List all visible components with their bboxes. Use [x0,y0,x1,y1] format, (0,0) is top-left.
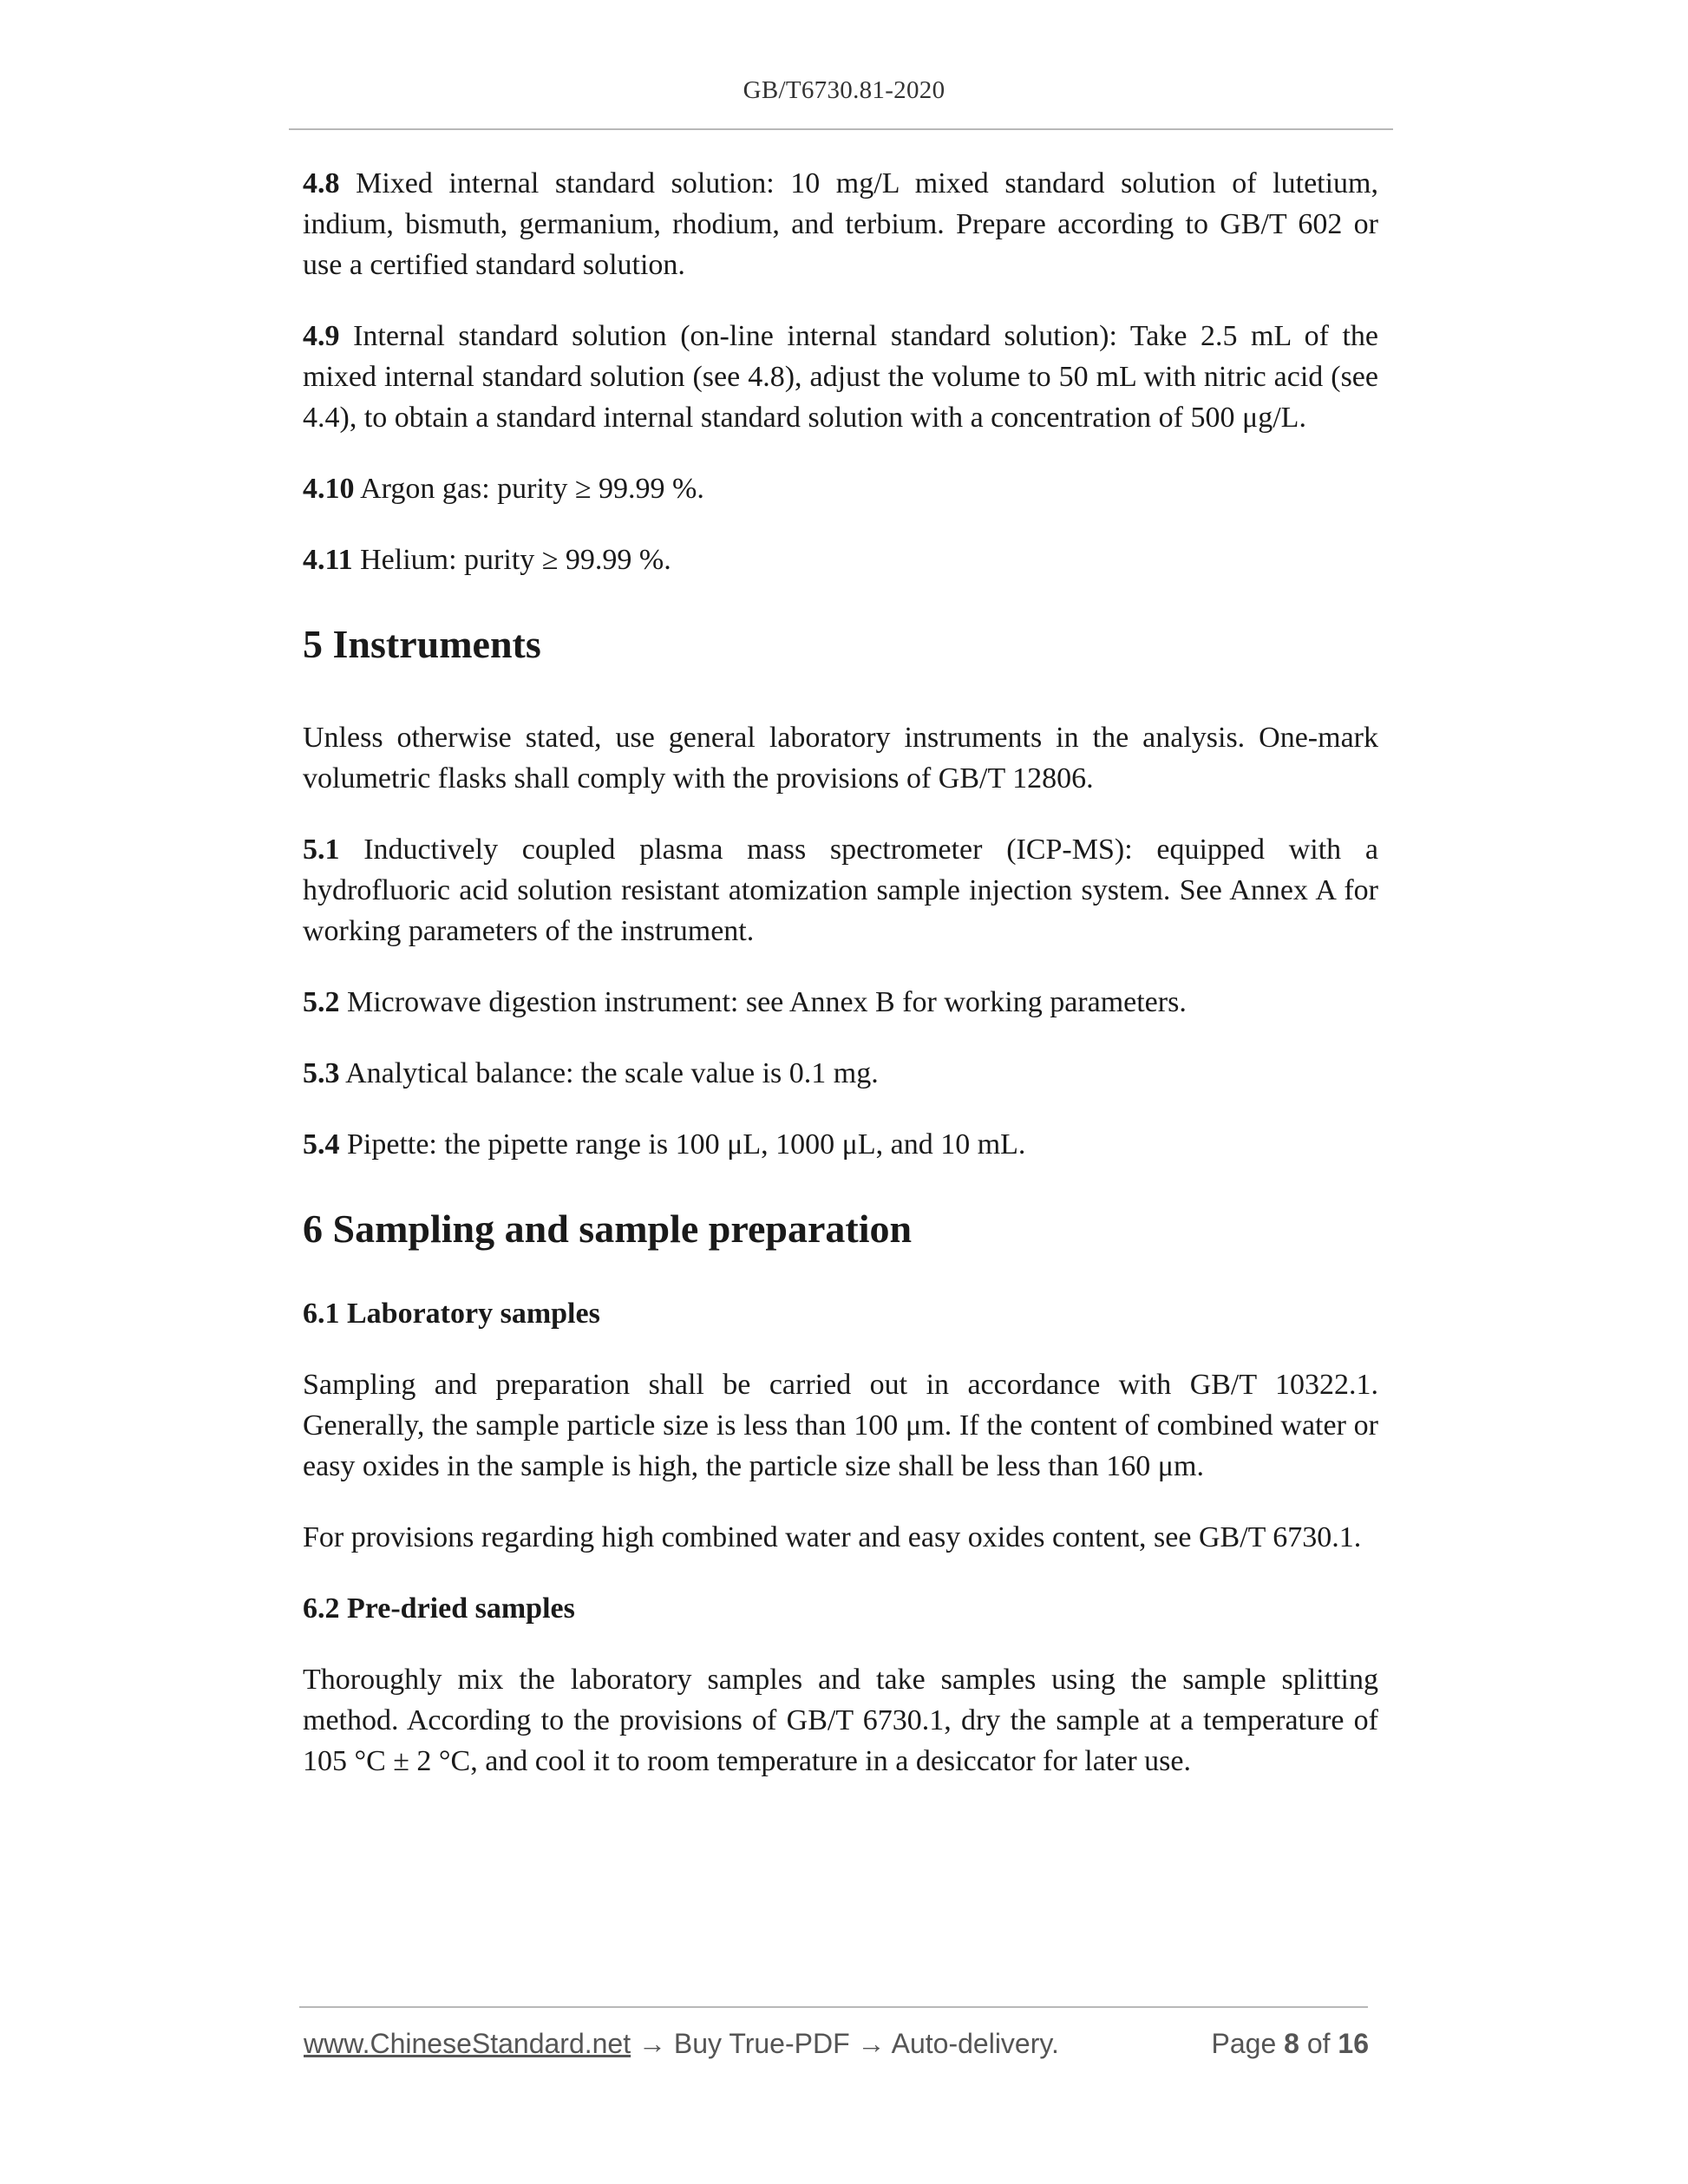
clause-4-10 [303,468,1378,509]
clause-number: 4.10 [303,473,355,505]
clause-5-2 [303,982,1378,1023]
paragraph-6-1-a: Sampling and preparation shall be carried out in accordance with GB/T 10322.1. Generally, the sample particle size is less than 100 μm. If the content of combined water or easy oxides in the sample is high, the particle size shall be less than 160 μm. [303,1369,1378,1482]
clause-number: 5.2 [303,986,340,1018]
paragraph-6-2: Thoroughly mix the laboratory samples and take samples using the sample splitting method. According to the provisions of GB/T 6730.1, dry the sample at a temperature of 105 °C ± 2 °C, and cool it to room temperature in a desiccator for later use. [303,1664,1378,1777]
clause-number: 4.8 [303,167,340,199]
total-page-count: 16 [1338,2028,1369,2059]
page-body [303,163,1378,1782]
clause-text: Pipette: the pipette range is 100 μL, 1000 μL, and 10 mL. [339,1128,1026,1161]
clause-number: 5.1 [303,834,340,866]
clause-text: Analytical balance: the scale value is 0.1 mg. [339,1057,879,1089]
clause-4-9 [303,316,1378,438]
section-6-heading: 6 Sampling and sample preparation [303,1206,913,1251]
website-link[interactable]: www.ChineseStandard.net [304,2028,631,2059]
of-label: of [1299,2028,1338,2059]
clause-number: 4.11 [303,544,353,576]
clause-number: 5.3 [303,1057,340,1089]
clause-text: Helium: purity ≥ 99.99 %. [352,544,671,576]
clause-4-8 [303,163,1378,285]
clause-text: Microwave digestion instrument: see Annex B for working parameters. [339,986,1187,1018]
subsection-6-2-heading: 6.2 Pre-dried samples [303,1592,575,1625]
footer-tagline: → Buy True-PDF → Auto-delivery. [631,2028,1059,2059]
paragraph-6-1-b: For provisions regarding high combined water and easy oxides content, see GB/T 6730.1. [303,1521,1362,1553]
current-page-number: 8 [1284,2028,1299,2059]
page-label: Page [1211,2028,1285,2059]
clause-text: Mixed internal standard solution: 10 mg/L mixed standard solution of lutetium, indium, bismuth, germanium, rhodium, and terbium. Prepare according to GB/T 602 or use a certified standard solution. [303,167,1378,281]
clause-4-11 [303,539,1378,580]
subsection-6-1-heading: 6.1 Laboratory samples [303,1298,600,1330]
header-divider [289,128,1393,130]
section-5-intro: Unless otherwise stated, use general laboratory instruments in the analysis. One-mark volumetric flasks shall comply with the provisions of GB/T 12806. [303,722,1378,794]
section-5-heading: 5 Instruments [303,622,541,666]
clause-5-1 [303,829,1378,951]
footer-divider [299,2006,1368,2008]
clause-number: 5.4 [303,1128,340,1161]
footer-promo [304,2028,1059,2060]
clause-5-4 [303,1124,1378,1165]
clause-text: Internal standard solution (on-line internal standard solution): Take 2.5 mL of the mixed internal standard solution (see 4.8), adjust the volume to 50 mL with nitric acid (see 4.4), to obtain a standard internal standard solution with a concentration of 500 μg/L. [303,320,1378,434]
document-code-header: GB/T6730.81-2020 [743,76,945,104]
clause-text: Inductively coupled plasma mass spectrometer (ICP-MS): equipped with a hydrofluoric acid solution resistant atomization sample injection system. See Annex A for working parameters of the instrument. [303,834,1378,947]
page-indicator [1212,2028,1369,2060]
clause-5-3 [303,1053,1378,1094]
clause-text: Argon gas: purity ≥ 99.99 %. [354,473,704,505]
clause-number: 4.9 [303,320,340,352]
page-footer [304,2028,1369,2066]
